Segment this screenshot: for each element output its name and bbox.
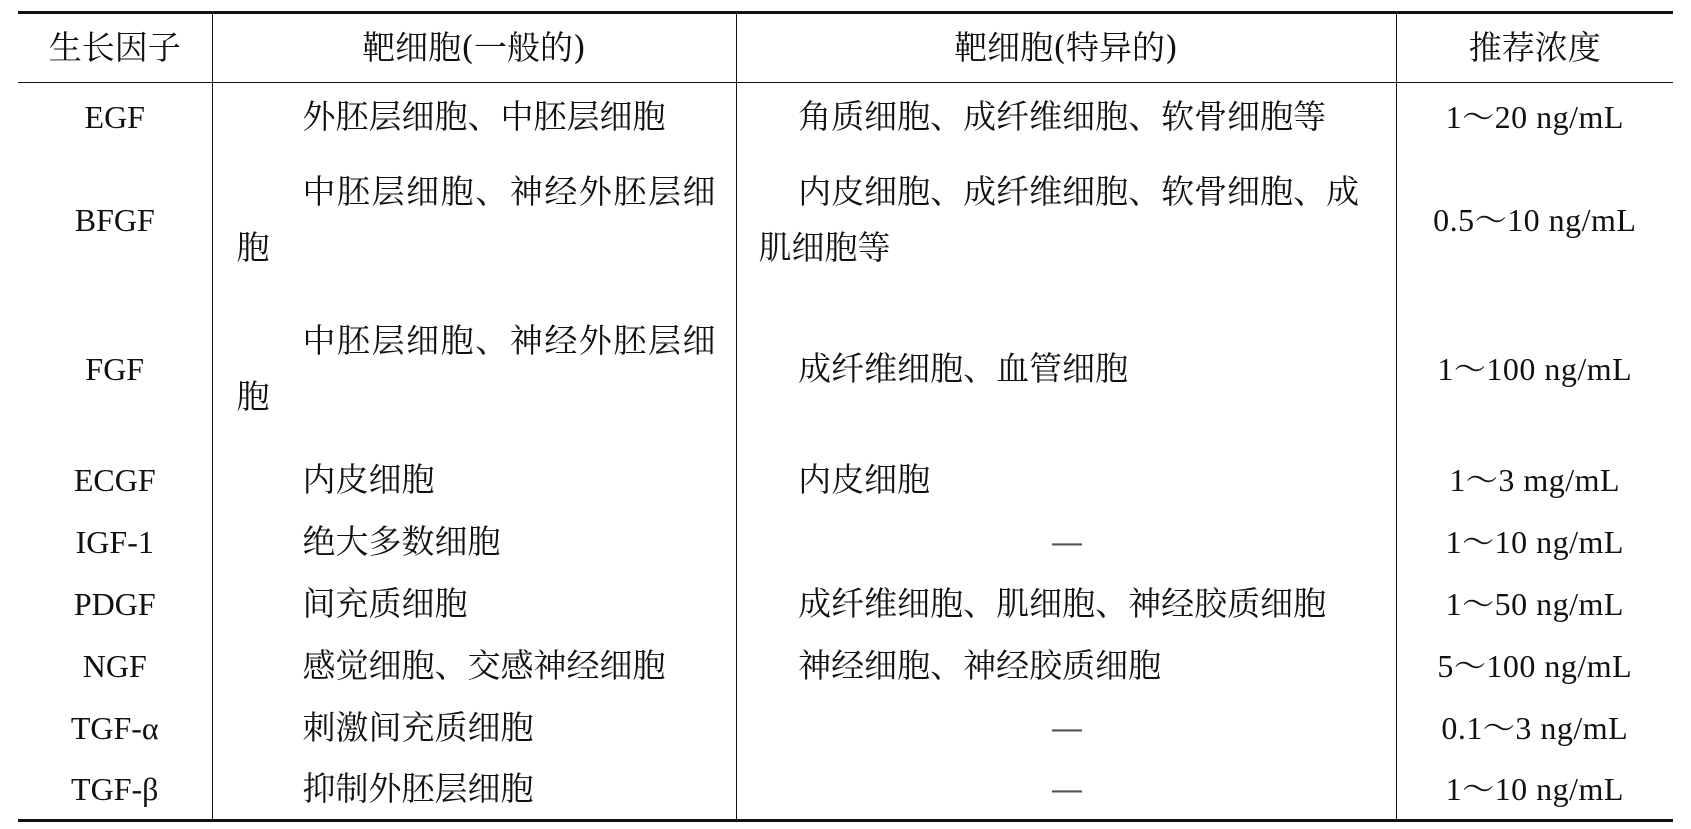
table-row <box>18 697 1673 759</box>
general-target-cell: 外胚层细胞、中胚层细胞 <box>212 83 736 151</box>
factor-cell: FGF <box>85 350 145 387</box>
factor-cell: TGF-β <box>18 759 212 821</box>
header-target-general: 靶细胞(一般的) <box>212 13 736 83</box>
header-target-specific: 靶细胞(特异的) <box>736 13 1396 83</box>
factor-cell: NGF <box>82 647 147 684</box>
table-header <box>18 13 1673 83</box>
specific-target-cell: — <box>736 511 1396 573</box>
general-target-cell: 抑制外胚层细胞 <box>212 759 736 821</box>
general-target-cell: 绝大多数细胞 <box>212 511 736 573</box>
concentration-cell: 5～100 ng/mL <box>1396 635 1673 697</box>
header-concentration: 推荐浓度 <box>1396 13 1673 83</box>
table-row <box>18 449 1673 511</box>
table-body <box>18 83 1673 821</box>
concentration-cell: 0.5～10 ng/mL <box>1396 151 1673 289</box>
concentration-cell: 1～3 mg/mL <box>1396 449 1673 511</box>
growth-factor-table <box>18 11 1673 822</box>
concentration-cell: 1～20 ng/mL <box>1396 83 1673 151</box>
specific-target-cell: 内皮细胞 <box>736 449 1396 511</box>
table-row <box>18 511 1673 573</box>
growth-factor-table-container <box>18 11 1673 822</box>
factor-cell: BFGF <box>74 201 155 238</box>
general-target-cell: 中胚层细胞、神经外胚层细胞 <box>212 289 736 449</box>
table-row <box>18 759 1673 821</box>
specific-target-cell: 角质细胞、成纤维细胞、软骨细胞等 <box>736 83 1396 151</box>
specific-target-cell: — <box>736 697 1396 759</box>
table-row <box>18 151 1673 289</box>
specific-target-cell: 成纤维细胞、肌细胞、神经胶质细胞 <box>736 573 1396 635</box>
general-target-cell: 感觉细胞、交感神经细胞 <box>212 635 736 697</box>
specific-target-cell: 成纤维细胞、血管细胞 <box>736 289 1396 449</box>
factor-cell: ECGF <box>73 461 156 498</box>
header-growth-factor: 生长因子 <box>18 13 212 83</box>
specific-target-cell: — <box>736 759 1396 821</box>
factor-cell: IGF-1 <box>75 523 154 560</box>
general-target-cell: 内皮细胞 <box>212 449 736 511</box>
table-row <box>18 573 1673 635</box>
concentration-cell: 0.1～3 ng/mL <box>1396 697 1673 759</box>
table-row <box>18 83 1673 151</box>
specific-target-cell: 内皮细胞、成纤维细胞、软骨细胞、成肌细胞等 <box>736 151 1396 289</box>
header-row <box>18 13 1673 83</box>
general-target-cell: 刺激间充质细胞 <box>212 697 736 759</box>
general-target-cell: 中胚层细胞、神经外胚层细胞 <box>212 151 736 289</box>
table-row <box>18 635 1673 697</box>
factor-cell: PDGF <box>73 585 156 622</box>
concentration-cell: 1～10 ng/mL <box>1396 511 1673 573</box>
specific-target-cell: 神经细胞、神经胶质细胞 <box>736 635 1396 697</box>
table-row <box>18 289 1673 449</box>
concentration-cell: 1～50 ng/mL <box>1396 573 1673 635</box>
concentration-cell: 1～100 ng/mL <box>1396 289 1673 449</box>
concentration-cell: 1～10 ng/mL <box>1396 759 1673 821</box>
general-target-cell: 间充质细胞 <box>212 573 736 635</box>
factor-cell: EGF <box>84 98 145 135</box>
factor-cell: TGF-α <box>70 709 159 746</box>
